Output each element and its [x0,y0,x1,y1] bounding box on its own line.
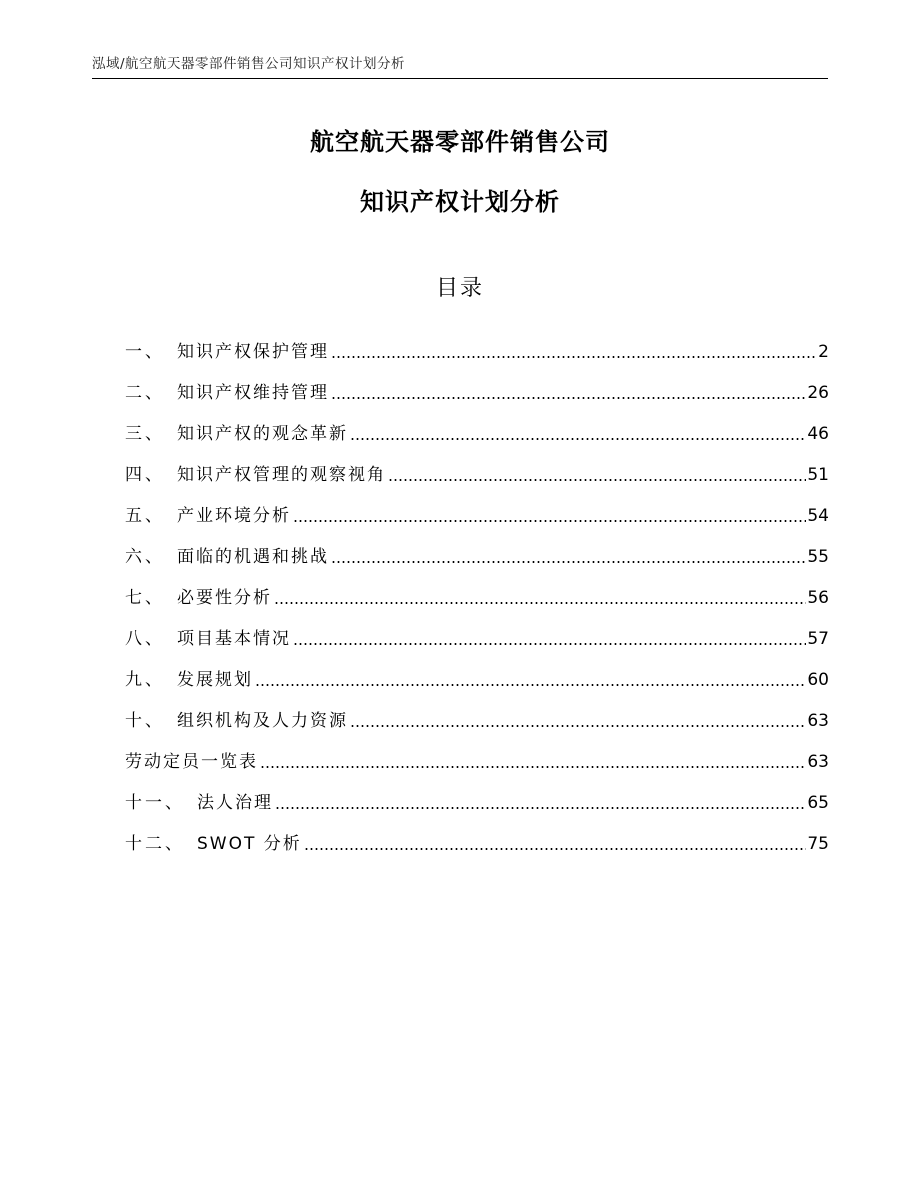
toc-entry-number: 十一、 [125,793,185,813]
toc-entry-number: 七、 [125,588,165,608]
toc-entry-page: 56 [807,588,829,608]
toc-dot-leader [331,397,806,399]
toc-entry[interactable] [125,570,829,611]
toc-dot-leader [331,561,806,563]
toc-entry-number: 十二、 [125,834,185,854]
toc-dot-leader [274,602,806,604]
toc-dot-leader [388,479,806,481]
document-title-line-1: 航空航天器零部件销售公司 [310,128,610,156]
toc-entry-number: 十、 [125,711,165,731]
toc-entry-page: 63 [807,711,829,731]
toc-dot-leader [304,848,807,850]
running-header [92,54,828,79]
toc-dot-leader [350,725,806,727]
toc-entry-label: 产业环境分析 [177,506,291,526]
toc-entry-label: SWOT 分析 [197,834,302,854]
toc-entry-page: 65 [807,793,829,813]
toc-entry[interactable] [125,488,829,529]
toc-dot-leader [260,766,806,768]
toc-entry[interactable] [125,447,829,488]
toc-entry-page: 51 [807,465,829,485]
toc-entry-page: 55 [807,547,829,567]
toc-entry[interactable] [125,611,829,652]
toc-heading: 目录 [435,276,484,301]
toc-entry[interactable] [125,775,829,816]
toc-entry-label: 知识产权管理的观察视角 [177,465,386,485]
toc-entry-label: 知识产权维持管理 [177,383,329,403]
toc-entry-page: 2 [818,342,829,362]
toc-entry-number: 九、 [125,670,165,690]
toc-entry-page: 46 [807,424,829,444]
toc-entry[interactable] [125,406,829,447]
running-header-text: 泓域/航空航天器零部件销售公司知识产权计划分析 [92,56,406,72]
toc-entry-number: 三、 [125,424,165,444]
toc-entry-number: 六、 [125,547,165,567]
toc-entry-number: 四、 [125,465,165,485]
toc-entry[interactable] [125,652,829,693]
table-of-contents [125,324,829,857]
toc-entry-number: 一、 [125,342,165,362]
toc-entry-page: 60 [807,670,829,690]
toc-entry-number: 五、 [125,506,165,526]
toc-entry[interactable] [125,693,829,734]
toc-entry-label: 知识产权保护管理 [177,342,329,362]
toc-dot-leader [331,356,817,358]
toc-entry-label: 劳动定员一览表 [125,752,258,772]
toc-entry-page: 63 [807,752,829,772]
toc-entry-number: 二、 [125,383,165,403]
toc-entry-page: 54 [807,506,829,526]
toc-entry-label: 必要性分析 [177,588,272,608]
toc-entry-label: 项目基本情况 [177,629,291,649]
toc-entry-label: 知识产权的观念革新 [177,424,348,444]
toc-dot-leader [293,520,806,522]
toc-dot-leader [275,807,806,809]
toc-entry-label: 发展规划 [177,670,253,690]
toc-entry-page: 57 [807,629,829,649]
toc-entry[interactable] [125,816,829,857]
toc-dot-leader [293,643,806,645]
toc-entry-page: 75 [807,834,829,854]
toc-entry-label: 法人治理 [197,793,273,813]
toc-dot-leader [350,438,806,440]
toc-entry-page: 26 [807,383,829,403]
toc-dot-leader [255,684,806,686]
toc-entry[interactable] [125,529,829,570]
toc-entry-label: 组织机构及人力资源 [177,711,348,731]
toc-entry-number: 八、 [125,629,165,649]
toc-entry[interactable] [125,324,829,365]
document-title-line-2: 知识产权计划分析 [360,188,560,216]
toc-entry-label: 面临的机遇和挑战 [177,547,329,567]
toc-entry[interactable] [125,734,829,775]
toc-entry[interactable] [125,365,829,406]
